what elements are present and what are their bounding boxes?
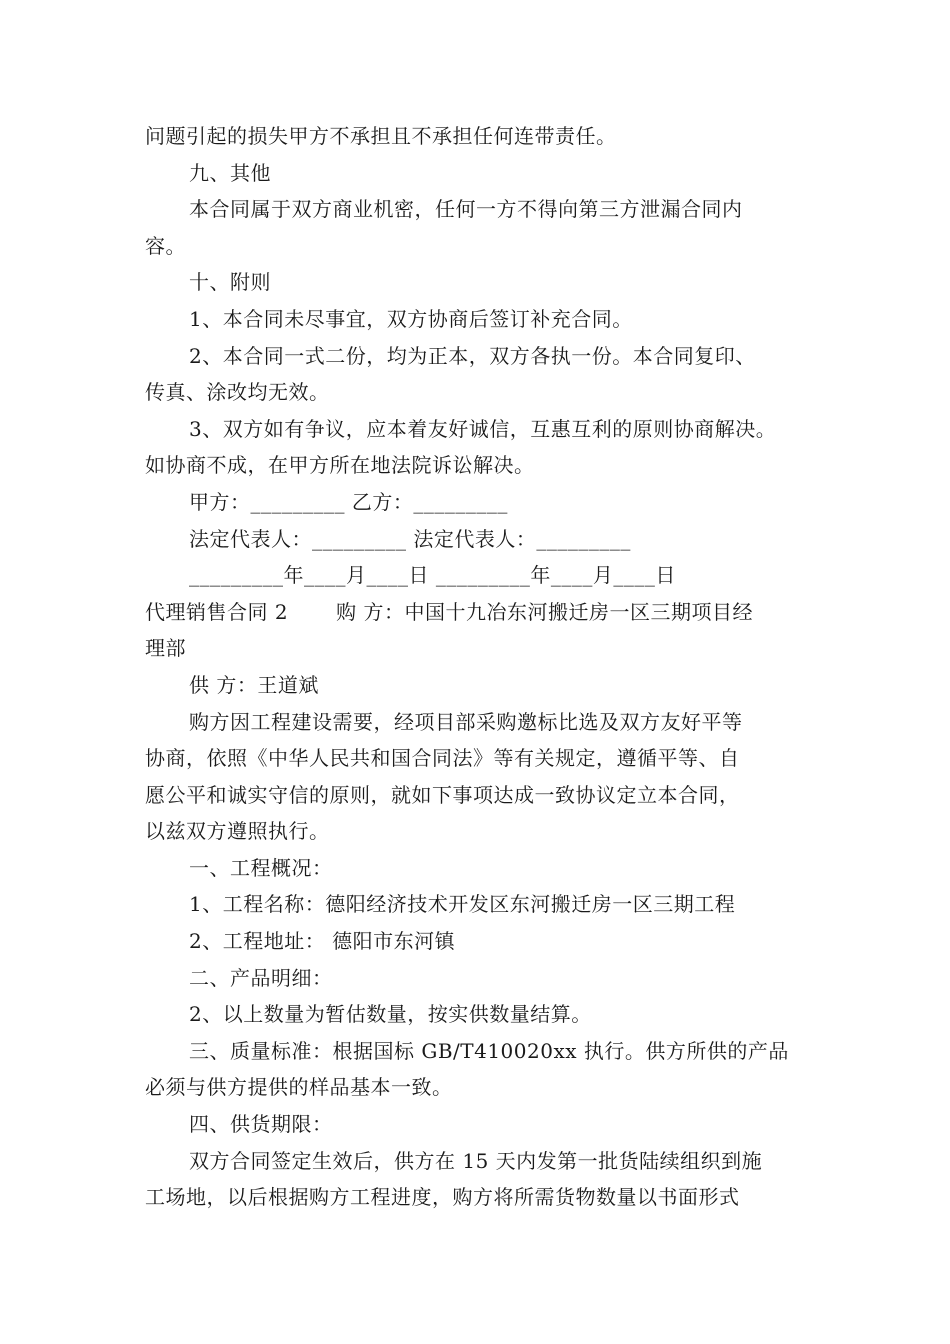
paragraph-line: 工场地，以后根据购方工程进度，购方将所需货物数量以书面形式 [145, 1185, 740, 1210]
section-heading-ten: 十、附则 [189, 270, 271, 295]
clause-item: 1、工程名称：德阳经济技术开发区东河搬迁房一区三期工程 [189, 892, 736, 917]
clause-item: 2、工程地址： 德阳市东河镇 [189, 929, 456, 954]
paragraph-line: 容。 [145, 233, 186, 258]
document-body [145, 118, 815, 1216]
paragraph-line: 本合同属于双方商业机密，任何一方不得向第三方泄漏合同内 [189, 197, 743, 222]
clause-item: 2、本合同一式二份，均为正本，双方各执一份。本合同复印、 [189, 343, 756, 368]
paragraph-line: 问题引起的损失甲方不承担且不承担任何连带责任。 [145, 124, 617, 148]
paragraph-line: 理部 [145, 636, 186, 661]
paragraph-line: 购方因工程建设需要，经项目部采购邀标比选及双方友好平等 [189, 709, 743, 734]
section-heading-four: 四、供货期限： [189, 1112, 333, 1137]
signature-representative-line: 法定代表人：_________ 法定代表人：_________ [189, 526, 631, 551]
paragraph-line: 愿公平和诚实守信的原则，就如下事项达成一致协议定立本合同， [145, 782, 740, 807]
section-heading-three: 三、质量标准：根据国标 GB/T410020xx 执行。供方所供的产品 [189, 1038, 789, 1063]
paragraph-line: 以兹双方遵照执行。 [145, 819, 330, 844]
signature-date-line: _________年____月____日 _________年____月____日 [189, 563, 676, 588]
paragraph-line: 必须与供方提供的样品基本一致。 [145, 1075, 453, 1100]
section-heading-nine: 九、其他 [189, 160, 271, 185]
clause-item: 1、本合同未尽事宜，双方协商后签订补充合同。 [189, 306, 633, 331]
contract-title-line: 代理销售合同 2 购 方：中国十九冶东河搬迁房一区三期项目经 [145, 599, 753, 624]
paragraph-line: 双方合同签定生效后，供方在 15 天内发第一批货陆续组织到施 [189, 1148, 763, 1173]
supplier-line: 供 方：王道斌 [189, 672, 319, 697]
signature-party-line: 甲方：_________ 乙方：_________ [189, 489, 508, 514]
paragraph-line: 如协商不成，在甲方所在地法院诉讼解决。 [145, 453, 535, 478]
clause-item: 3、双方如有争议，应本着友好诚信，互惠互利的原则协商解决。 [189, 416, 777, 441]
paragraph-line: 传真、涂改均无效。 [145, 380, 330, 405]
paragraph-line: 协商，依照《中华人民共和国合同法》等有关规定，遵循平等、自 [145, 746, 740, 771]
clause-item: 2、以上数量为暂估数量，按实供数量结算。 [189, 1002, 592, 1027]
section-heading-two: 二、产品明细： [189, 965, 333, 990]
section-heading-one: 一、工程概况： [189, 855, 333, 880]
